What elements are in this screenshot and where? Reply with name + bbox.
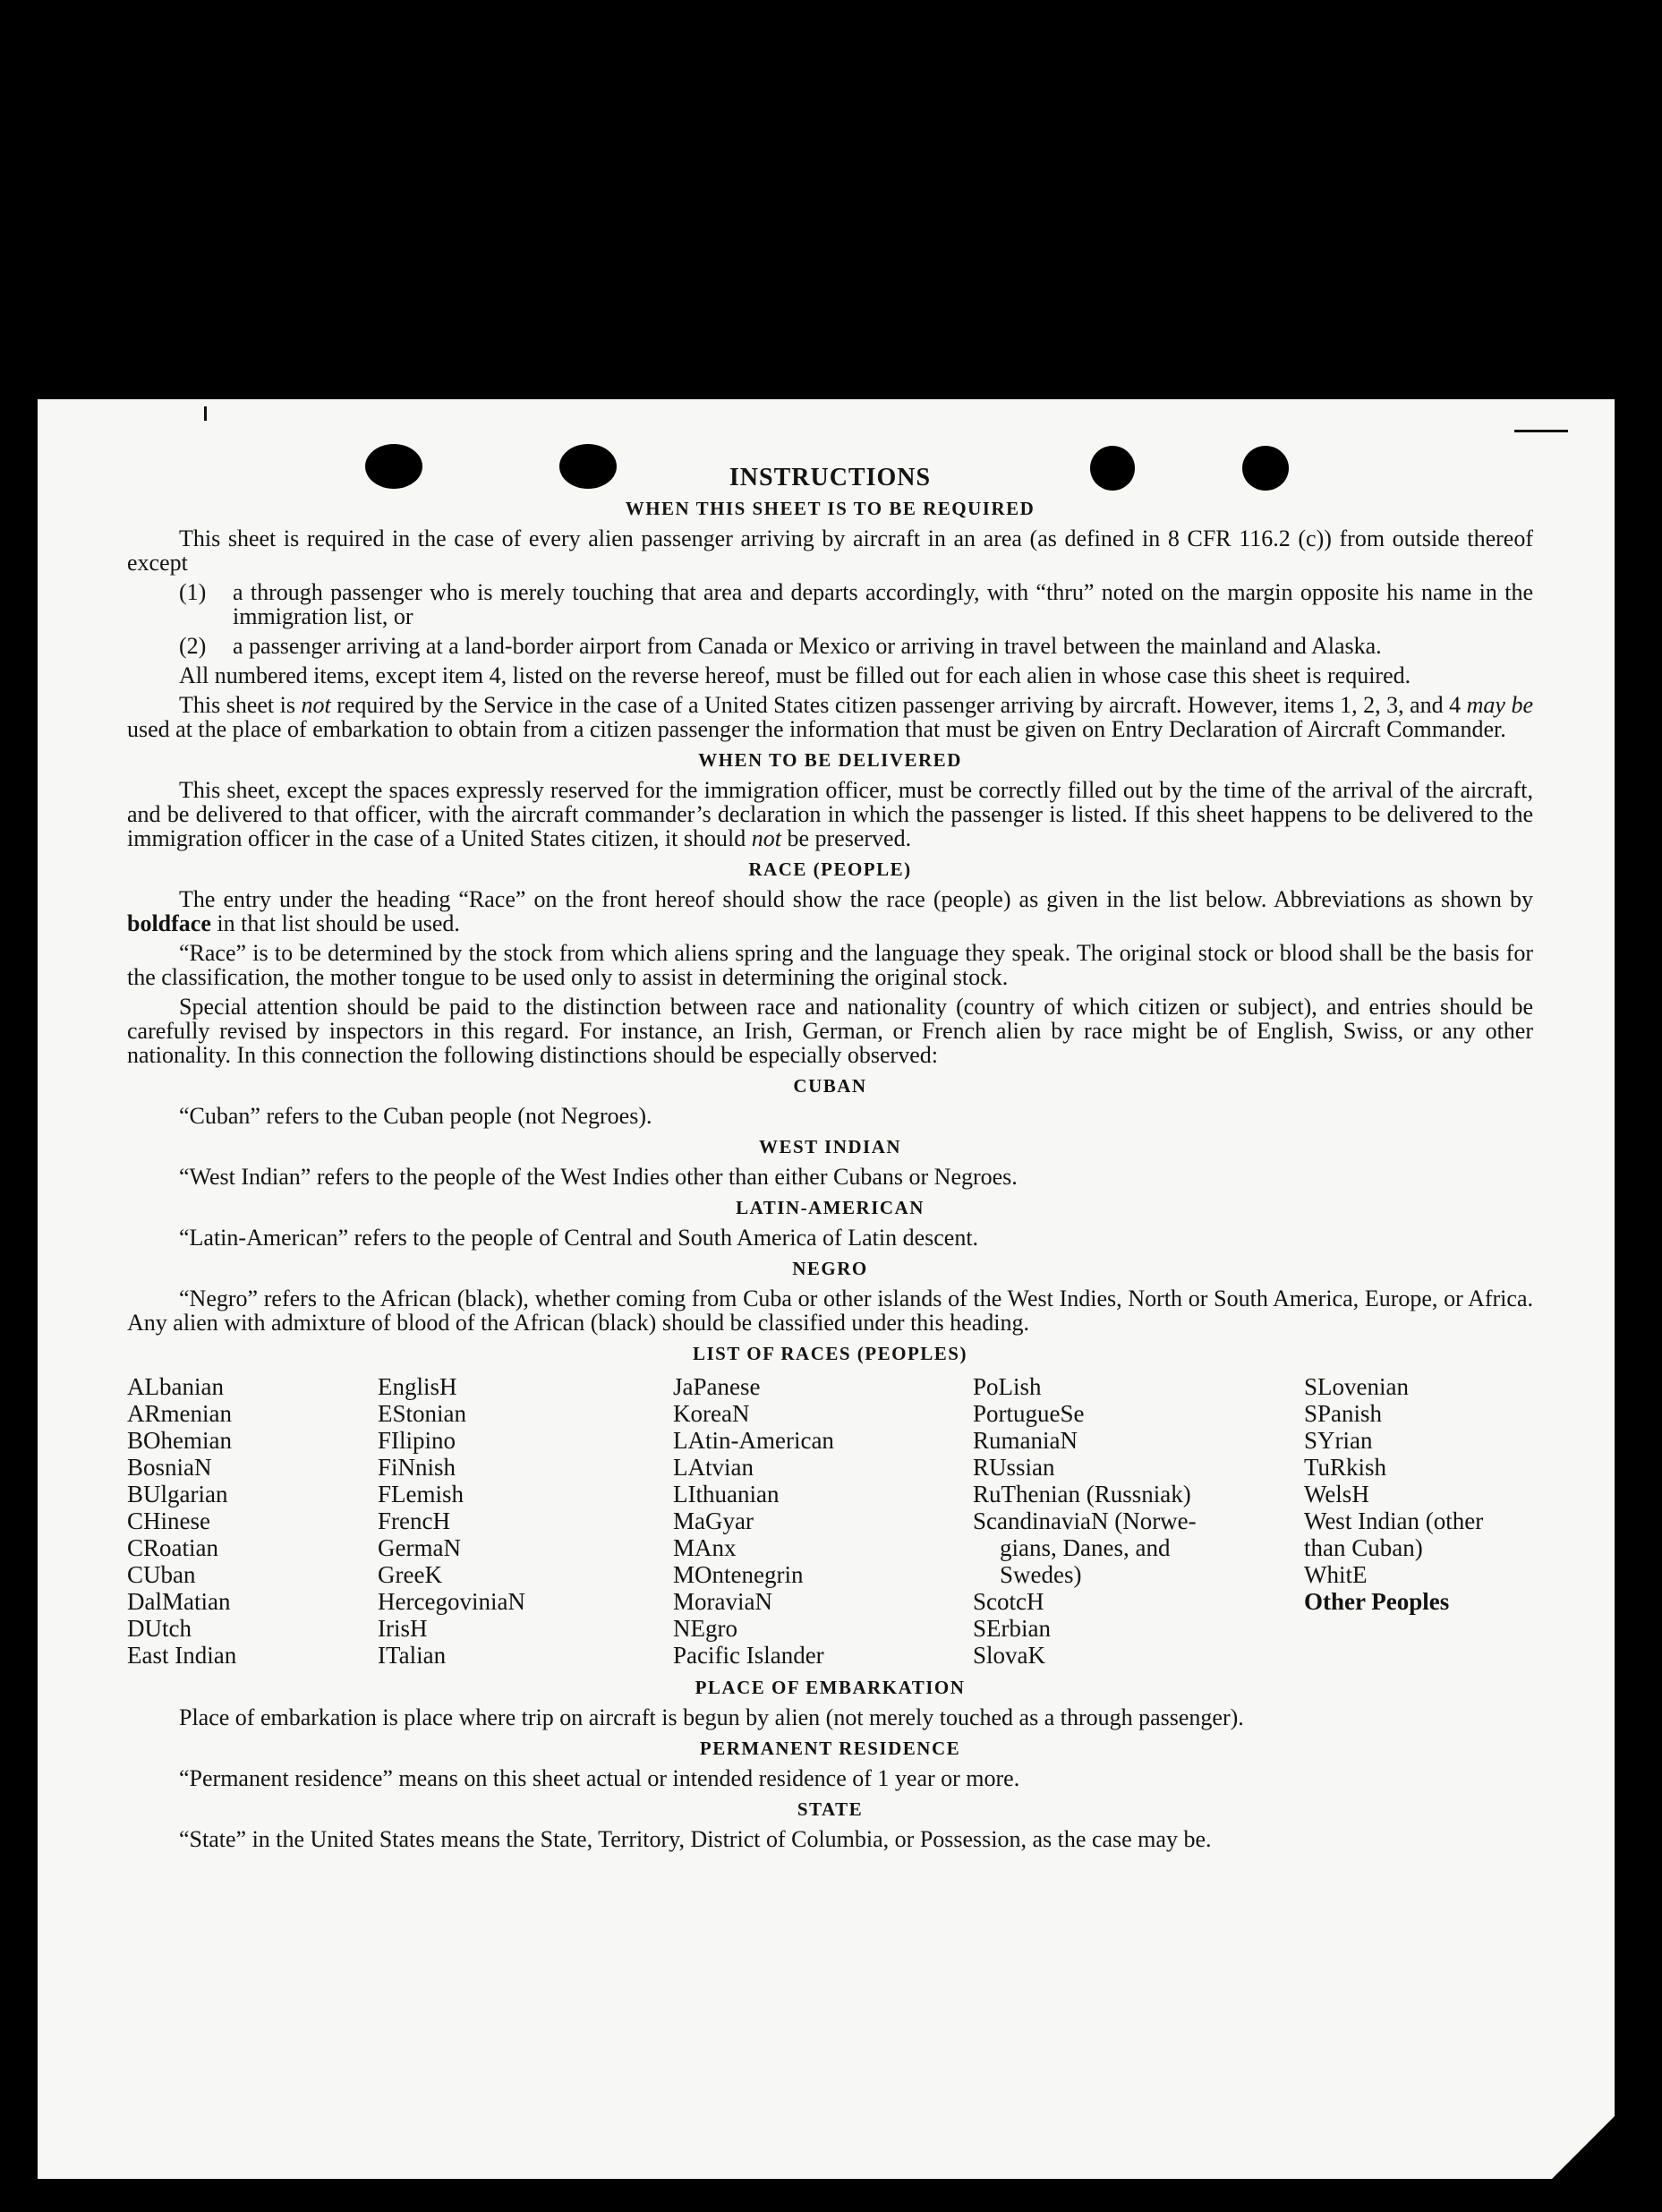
race-item: West Indian (other (1304, 1507, 1484, 1534)
definition-state: “State” in the United States means the State, Territory, District of Columbia, or Possession, as the case may be. (179, 1826, 1212, 1852)
race-item: ITalian (378, 1642, 447, 1669)
page-title: INSTRUCTIONS (729, 464, 932, 491)
race-item: GreeK (378, 1561, 442, 1588)
race-item: RumaniaN (973, 1427, 1078, 1454)
paragraph-citizen-passenger: This sheet is not required by the Service in the case of a United States citizen passenger arriving by aircraft. However, items 1, 2, 3, and 4 may be used at the place of embarkation to obtain from a citizen passenger the information that must be given on Entry Declaration of Aircraft Commander. (127, 692, 1534, 742)
race-item: SYrian (1304, 1427, 1373, 1454)
race-column-2 (378, 1373, 673, 1669)
race-item: EStonian (378, 1400, 466, 1427)
heading-west-indian: WEST INDIAN (758, 1136, 902, 1157)
race-item: HercegoviniaN (378, 1588, 525, 1615)
definition-west-indian: “West Indian” refers to the people of the West Indies other than either Cubans or Negroes. (179, 1164, 1018, 1190)
race-item: LAtvian (673, 1454, 754, 1481)
race-item: JaPanese (673, 1373, 761, 1400)
heading-when-delivered: WHEN TO BE DELIVERED (698, 749, 962, 771)
race-column-1 (127, 1373, 378, 1669)
race-item: SErbian (973, 1615, 1051, 1642)
race-item: FIlipino (378, 1427, 456, 1454)
definition-latin-american: “Latin-American” refers to the people of Central and South America of Latin descent. (179, 1225, 979, 1251)
race-item-continued: gians, Danes, and (1000, 1534, 1171, 1561)
heading-state: STATE (797, 1798, 864, 1820)
race-item: MaGyar (673, 1507, 754, 1534)
race-column-4 (973, 1373, 1304, 1669)
race-item: BUlgarian (127, 1481, 228, 1507)
race-item: PortugueSe (973, 1400, 1085, 1427)
definition-cuban: “Cuban” refers to the Cuban people (not Negroes). (179, 1103, 652, 1129)
paragraph-race-nationality: Special attention should be paid to the distinction between race and nationality (country of which citizen or subject), and entries should be carefully revised by inspectors in this regard. For instance, an Irish, German, or French alien by race might be of English, Swiss, or any other nationality. In this connection the following distinctions should be especially observed: (127, 994, 1533, 1068)
paragraph-race-stock: “Race” is to be determined by the stock from which aliens spring and the language they speak. The original stock or blood shall be the basis for the classification, the mother tongue to be used only to assist in determining the original stock. (127, 940, 1533, 990)
race-item: GermaN (378, 1534, 461, 1561)
race-item: CUban (127, 1561, 196, 1588)
document-sheet (38, 399, 1615, 2179)
race-item: IrisH (378, 1615, 428, 1642)
item-number: (1) (179, 579, 207, 605)
race-item: ALbanian (127, 1373, 224, 1400)
race-item: SLovenian (1304, 1373, 1409, 1400)
scan-mark (1514, 430, 1568, 432)
heading-embarkation: PLACE OF EMBARKATION (695, 1677, 966, 1698)
race-item: ScandinaviaN (Norwe- (973, 1507, 1197, 1534)
heading-cuban: CUBAN (793, 1075, 867, 1097)
race-item: FrencH (378, 1507, 450, 1534)
race-item: MAnx (673, 1534, 737, 1561)
race-item: PoLish (973, 1373, 1042, 1400)
race-list (127, 1373, 1533, 1669)
race-item: KoreaN (673, 1400, 750, 1427)
race-item-continued: Swedes) (1000, 1561, 1082, 1588)
race-item: FLemish (378, 1481, 465, 1507)
race-item: RUssian (973, 1454, 1055, 1481)
paragraph-delivery: This sheet, except the spaces expressly reserved for the immigration officer, must be correctly filled out by the time of the arrival of the aircraft, and be delivered to that officer, with the aircraft commander’s declaration in which the passenger is listed. If this sheet happens to be delivered to the immigration officer in the case of a United States citizen, it should not be preserved. (127, 777, 1533, 851)
definition-negro: “Negro” refers to the African (black), whether coming from Cuba or other islands of the West Indies, North or South America, Europe, or Africa. Any alien with admixture of blood of the African (black) should be classified under this heading. (127, 1285, 1533, 1336)
paragraph-numbered-items: All numbered items, except item 4, listed on the reverse hereof, must be filled out for each alien in whose case this sheet is required. (179, 662, 1411, 688)
item-text: a through passenger who is merely touching that area and departs accordingly, with “thru” noted on the margin opposite his name in the immigration list, or (233, 579, 1533, 629)
race-item: ARmenian (127, 1400, 232, 1427)
heading-permanent-residence: PERMANENT RESIDENCE (699, 1738, 961, 1759)
heading-latin-american: LATIN-AMERICAN (736, 1197, 925, 1218)
race-item: BosniaN (127, 1454, 212, 1481)
race-item: EnglisH (378, 1373, 457, 1400)
race-column-5 (1304, 1373, 1533, 1669)
race-item: LIthuanian (673, 1481, 780, 1507)
race-item: LAtin-American (673, 1427, 834, 1454)
heading-when-required: WHEN THIS SHEET IS TO BE REQUIRED (625, 498, 1036, 519)
exception-item (127, 580, 1533, 628)
race-item: MOntenegrin (673, 1561, 804, 1588)
race-item: SPanish (1304, 1400, 1383, 1427)
race-item: NEgro (673, 1615, 737, 1642)
exception-item (127, 634, 1533, 658)
definition-embarkation: Place of embarkation is place where trip on aircraft is begun by alien (not merely touched as a through passenger). (179, 1704, 1244, 1730)
race-item-continued: than Cuban) (1304, 1534, 1423, 1561)
race-item: DalMatian (127, 1588, 231, 1615)
race-item: CRoatian (127, 1534, 218, 1561)
paragraph-race-entry: The entry under the heading “Race” on the front hereof should show the race (people) as given in the list below. Abbreviations as shown by boldface in that list should be used. (127, 886, 1533, 936)
race-item: MoraviaN (673, 1588, 772, 1615)
race-item: Pacific Islander (673, 1642, 824, 1669)
race-item: FiNnish (378, 1454, 456, 1481)
race-item: TuRkish (1304, 1454, 1387, 1481)
instructions-content (127, 465, 1533, 1857)
race-item: Other Peoples (1304, 1588, 1450, 1615)
race-item: BOhemian (127, 1427, 232, 1454)
item-number: (2) (179, 633, 207, 659)
heading-list-of-races: LIST OF RACES (PEOPLES) (693, 1343, 967, 1364)
race-item: RuThenian (Russniak) (973, 1481, 1191, 1507)
race-item: ScotcH (973, 1588, 1044, 1615)
race-item: WhitE (1304, 1561, 1368, 1588)
heading-negro: NEGRO (792, 1258, 868, 1279)
race-column-3 (673, 1373, 973, 1669)
race-item: CHinese (127, 1507, 210, 1534)
definition-permanent-residence: “Permanent residence” means on this sheet actual or intended residence of 1 year or more. (179, 1765, 1020, 1791)
heading-race: RACE (PEOPLE) (748, 858, 912, 880)
item-text: a passenger arriving at a land-border airport from Canada or Mexico or arriving in travel between the mainland and Alaska. (233, 633, 1382, 659)
race-item: SlovaK (973, 1642, 1045, 1669)
paragraph-required-intro: This sheet is required in the case of every alien passenger arriving by aircraft in an area (as defined in 8 CFR 116.2 (c)) from outside thereof except (127, 525, 1533, 576)
race-item: DUtch (127, 1615, 192, 1642)
scan-mark (204, 406, 207, 421)
race-item: East Indian (127, 1642, 237, 1669)
race-item: WelsH (1304, 1481, 1369, 1507)
